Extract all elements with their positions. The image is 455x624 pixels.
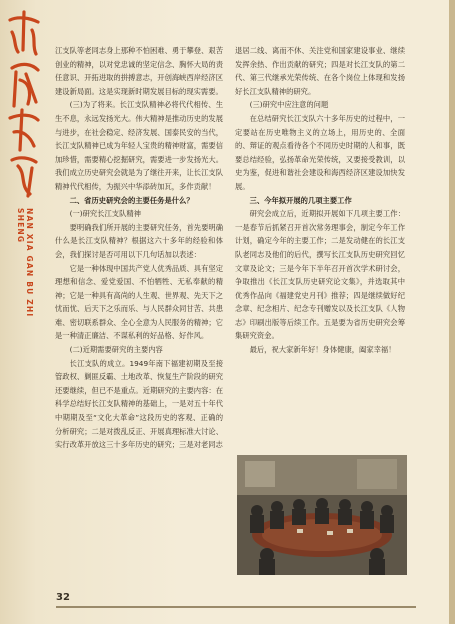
- paragraph: 江支队等老同志身上那种不怕困难、勇于攀登、艰苦创业的精神，以对党忠诚的坚定信念、胸怀大局的责任意识、开拓进取的拼搏意志，开创海峡西岸经济区建设新局面。这是实现新时期发展目标的现实需要。: [55, 46, 223, 96]
- column-logo: [6, 10, 42, 330]
- subheading: (一)研究长江支队精神: [69, 209, 141, 219]
- page-number: 32: [56, 592, 70, 603]
- paragraph: 退居二线、离而不休、关注党和国家建设事业、继续发挥余热、作出贡献的研究；四是对长江支队的第二代、第三代继承光荣传统、在各个岗位上体现和发扬好长江支队精神的研究。: [235, 46, 405, 96]
- paragraph: 它是一种体现中国共产党人优秀品质、具有坚定理想和信念、爱党爱国、不怕牺牲、无私奉献的精神；它是一种具有高尚的人生观、世界观、先天下之忧而忧、后天下之乐而乐、与人民群众同甘苦、共患难、密切联系群众、全心全意为人民服务的精神；它是一种清正廉洁、不谋私利的好品格、好作风。: [55, 263, 223, 341]
- logo-pinyin: NAN XIA GAN BU ZHI SHENG: [16, 208, 34, 318]
- meeting-photo-image: [237, 455, 407, 575]
- meeting-photo: [237, 455, 407, 575]
- left-column: [55, 44, 223, 452]
- footer-rule: [56, 606, 416, 608]
- paragraph: 在总结研究长江支队六十多年历史的过程中，一定要站在历史唯物主义的立场上，用历史的、全面的、辩证的观点看待各个不同历史时期的人和事，既要总结经验，弘扬革命光荣传统，又要接受教训，以史为鉴，促进和谐社会建设和海西经济区建设加快发展。: [235, 113, 405, 191]
- subheading: (三)研究中应注意的问题: [249, 100, 329, 110]
- paragraph: (三)为了将来。长江支队精神必将代代相传、生生不息，永远发扬光大。伟大精神是推动历史的发展与进步，在社会稳定、经济发展、国泰民安的当代，长江支队精神已成为年轻人宝贵的精神财富，需要信加珍惜，需要精心挖掘研究，需要进一步发扬光大。我们成立历史研究会就是为了继往开来，让长江支队精神代代相传，为振兴中华添砖加瓦，多作贡献！: [55, 100, 223, 191]
- section-heading: 三、今年拟开展的几项主要工作: [249, 195, 352, 205]
- page-edge: [449, 0, 455, 624]
- calligraphy-logo-icon: [6, 10, 42, 200]
- paragraph: 研究会成立后，近期拟开展如下几项主要工作：一是春节后抓紧召开首次常务理事会，制定今年工作计划，确定今年的主要工作；二是发动健在的长江支队老同志及他们的后代，撰写长江支队历史研究回忆文章及论文；三是今年下半年召开首次学术研讨会，争取推出《长江支队历史研究论文集》，并选取其中优秀作品向《福建党史月刊》推荐；四是继续做好纪念章、纪念相片、纪念专刊赠发以及长江支队《人物志》印刷出版等后续工作。五是要为省历史研究会筹集研究资金。: [235, 209, 405, 341]
- paragraph: 最后，祝大家新年好！身体健康，阖家幸福！: [249, 345, 396, 355]
- paragraph: 长江支队的成立。1949年南下福建初期及至接管政权、剿匪反霸、土地改革、恢复生产阶段的研究还要继续，但已不是重点。近期研究的主要内容：在科学总结好长江支队精神的基础上，一是对五十年代中期期及至“文化大革命”这段历史的客观、正确的分析研究；二是对拨乱反正、开展真理标准大讨论、实行改革开放这三十多年历史的研究；三是对老同志: [55, 358, 223, 450]
- paragraph: 要明确我们所开展的主要研究任务，首先要明确什么是长江支队精神？根据这六十多年的经验和体会，我们探讨是否可用以下几句话加以表述：: [55, 222, 223, 259]
- subheading: (二)近期需要研究的主要内容: [69, 345, 163, 355]
- right-column: [235, 44, 405, 357]
- section-heading: 二、省历史研究会的主要任务是什么？: [69, 195, 194, 205]
